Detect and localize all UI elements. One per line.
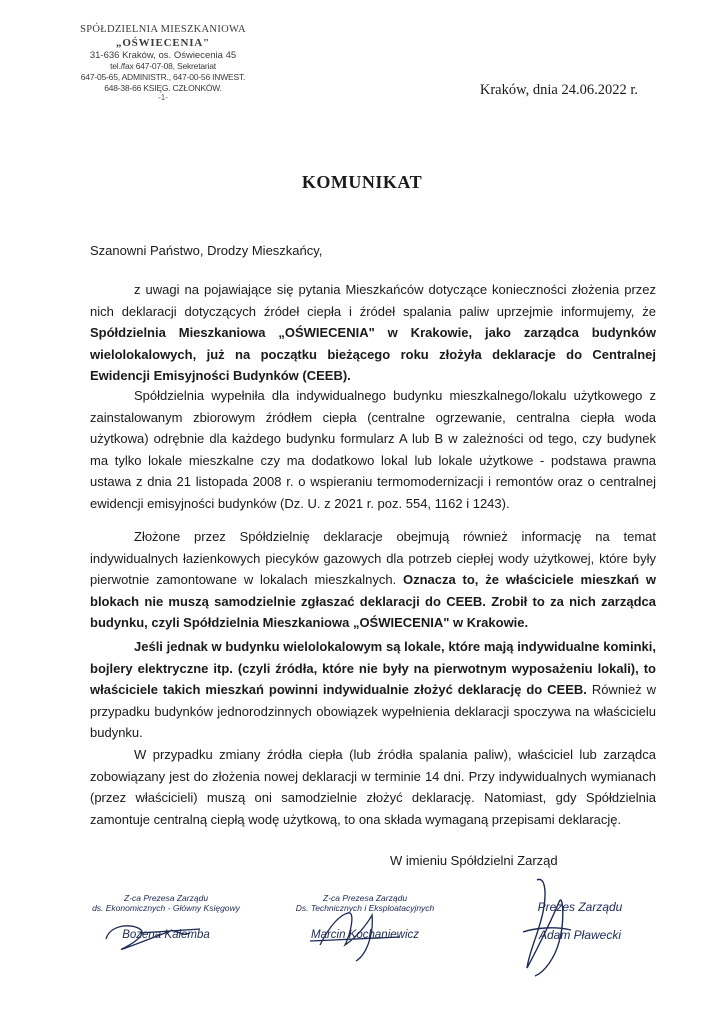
signature-1-department: ds. Ekonomicznych - Główny Księgowy [92,903,240,913]
paragraph-4 [90,636,656,744]
stamp-tick: -1- [158,93,168,102]
signature-2-name: Marcin Kochaniewicz [310,929,419,941]
document-date: Kraków, dnia 24.06.2022 r. [479,82,638,98]
stamp-org-name: „OŚWIECENIA" [116,37,210,49]
paragraph-3-text: Złożone przez Spółdzielnię deklaracje obejmują również informację na temat indywidualnych łazienkowych piecyków gazowych dla potrzeb ciepłej wody użytkowej, które były pierwotnie zamontowane w lokalach mieszkalnych. [90,529,656,587]
salutation: Szanowni Państwo, Drodzy Mieszkańcy, [90,243,323,258]
signature-3-name: Adam Pławecki [538,928,622,942]
signature-1-role: Z-ca Prezesa Zarządu [123,893,209,903]
closing-line: W imieniu Spółdzielni Zarząd [390,853,558,868]
signature-2-department: Ds. Technicznych i Eksploatacyjnych [295,903,435,913]
signature-1-name: Bożena Kalemba [122,929,210,941]
stamp-phone-3: 648-38-66 KSIĘG. CZŁONKÓW. [104,83,222,93]
stamp-phone-1: tel./fax 647-07-08, Sekretariat [110,61,216,71]
cooperative-stamp [58,24,268,102]
paragraph-4-bold: Jeśli jednak w budynku wielolokalowym są lokale, które mają indywidualne kominki, bojlery elektryczne itp. (czyli źródła, które nie były na pierwotnym wyposażeniu lokali), to właściciele takich mieszkań powinni indywidualnie złożyć deklarację do CEEB. [90,639,656,697]
paragraph-3 [90,526,656,634]
stamp-address: 31-636 Kraków, os. Oświecenia 45 [89,50,237,61]
signature-3-role: Prezes Zarządu [537,900,623,914]
paragraph-2: Spółdzielnia wypełniła dla indywidualnego budynku mieszkalnego/lokalu użytkowego z zainstalowanym zbiorowym źródłem ciepła (centralne ogrzewanie, centralna ciepła woda użytkowa) odrębnie dla każdego budynku formularz A lub B w zależności od tego, czy budynek ma tylko lokale mieszkalne czy ma dodatkowo lokal lub lokale użytkowe - podstawa prawna ustawa z dnia 21 listopada 2008 r. o wspieraniu termomodernizacji i remontów oraz o centralnej ewidencji emisyjności budynków (Dz. U. z 2021 r. poz. 554, 1162 i 1243). [90,388,656,511]
signature-3-scribble [515,872,575,982]
stamp-name-line: SPÓŁDZIELNIA MIESZKANIOWA [80,24,246,35]
paragraph-1 [90,279,656,387]
stamp-phone-2: 647-05-65, ADMINISTR., 647-00-56 INWEST. [80,72,246,82]
signature-1-scribble [100,915,210,955]
paragraph-5: W przypadku zmiany źródła ciepła (lub źródła spalania paliw), właściciel lub zarządca zobowiązany jest do złożenia nowej deklaracji w terminie 14 dni. Przy indywidualnych wymianach (przez właścicieli) muszą oni samodzielnie złożyć deklarację. Natomiast, gdy Spółdzielnia zamontuje centralną ciepłą wodę użytkową, to ona składa wymaganą przepisami deklarację. [90,747,656,827]
signature-2-role: Z-ca Prezesa Zarządu [322,893,408,903]
paragraph-4-text: Również w przypadku budynków jednorodzinnych obowiązek wypełnienia deklaracji spoczywa na właścicielu budynku. [90,682,657,740]
paragraph-1-text: z uwagi na pojawiające się pytania Mieszkańców dotyczące konieczności złożenia przez nich deklaracji dotyczących źródeł ciepła i źródeł spalania paliw uprzejmie informujemy, że [90,282,656,319]
paragraph-3-bold: Oznacza to, że właściciele mieszkań w blokach nie muszą samodzielnie zgłaszać deklaracji do CEEB. Zrobił to za nich zarządca budynku, czyli Spółdzielnia Mieszkaniowa „OŚWIECENIA" w Krakowie. [90,572,656,630]
paragraph-1-bold: Spółdzielnia Mieszkaniowa „OŚWIECENIA" w Krakowie, jako zarządca budynków wielolokalowych, już na początku bieżącego roku złożyła deklaracje do Centralnej Ewidencji Emisyjności Budynków (CEEB). [90,325,656,383]
signature-2-scribble [300,905,410,965]
document-title: KOMUNIKAT [301,172,423,192]
